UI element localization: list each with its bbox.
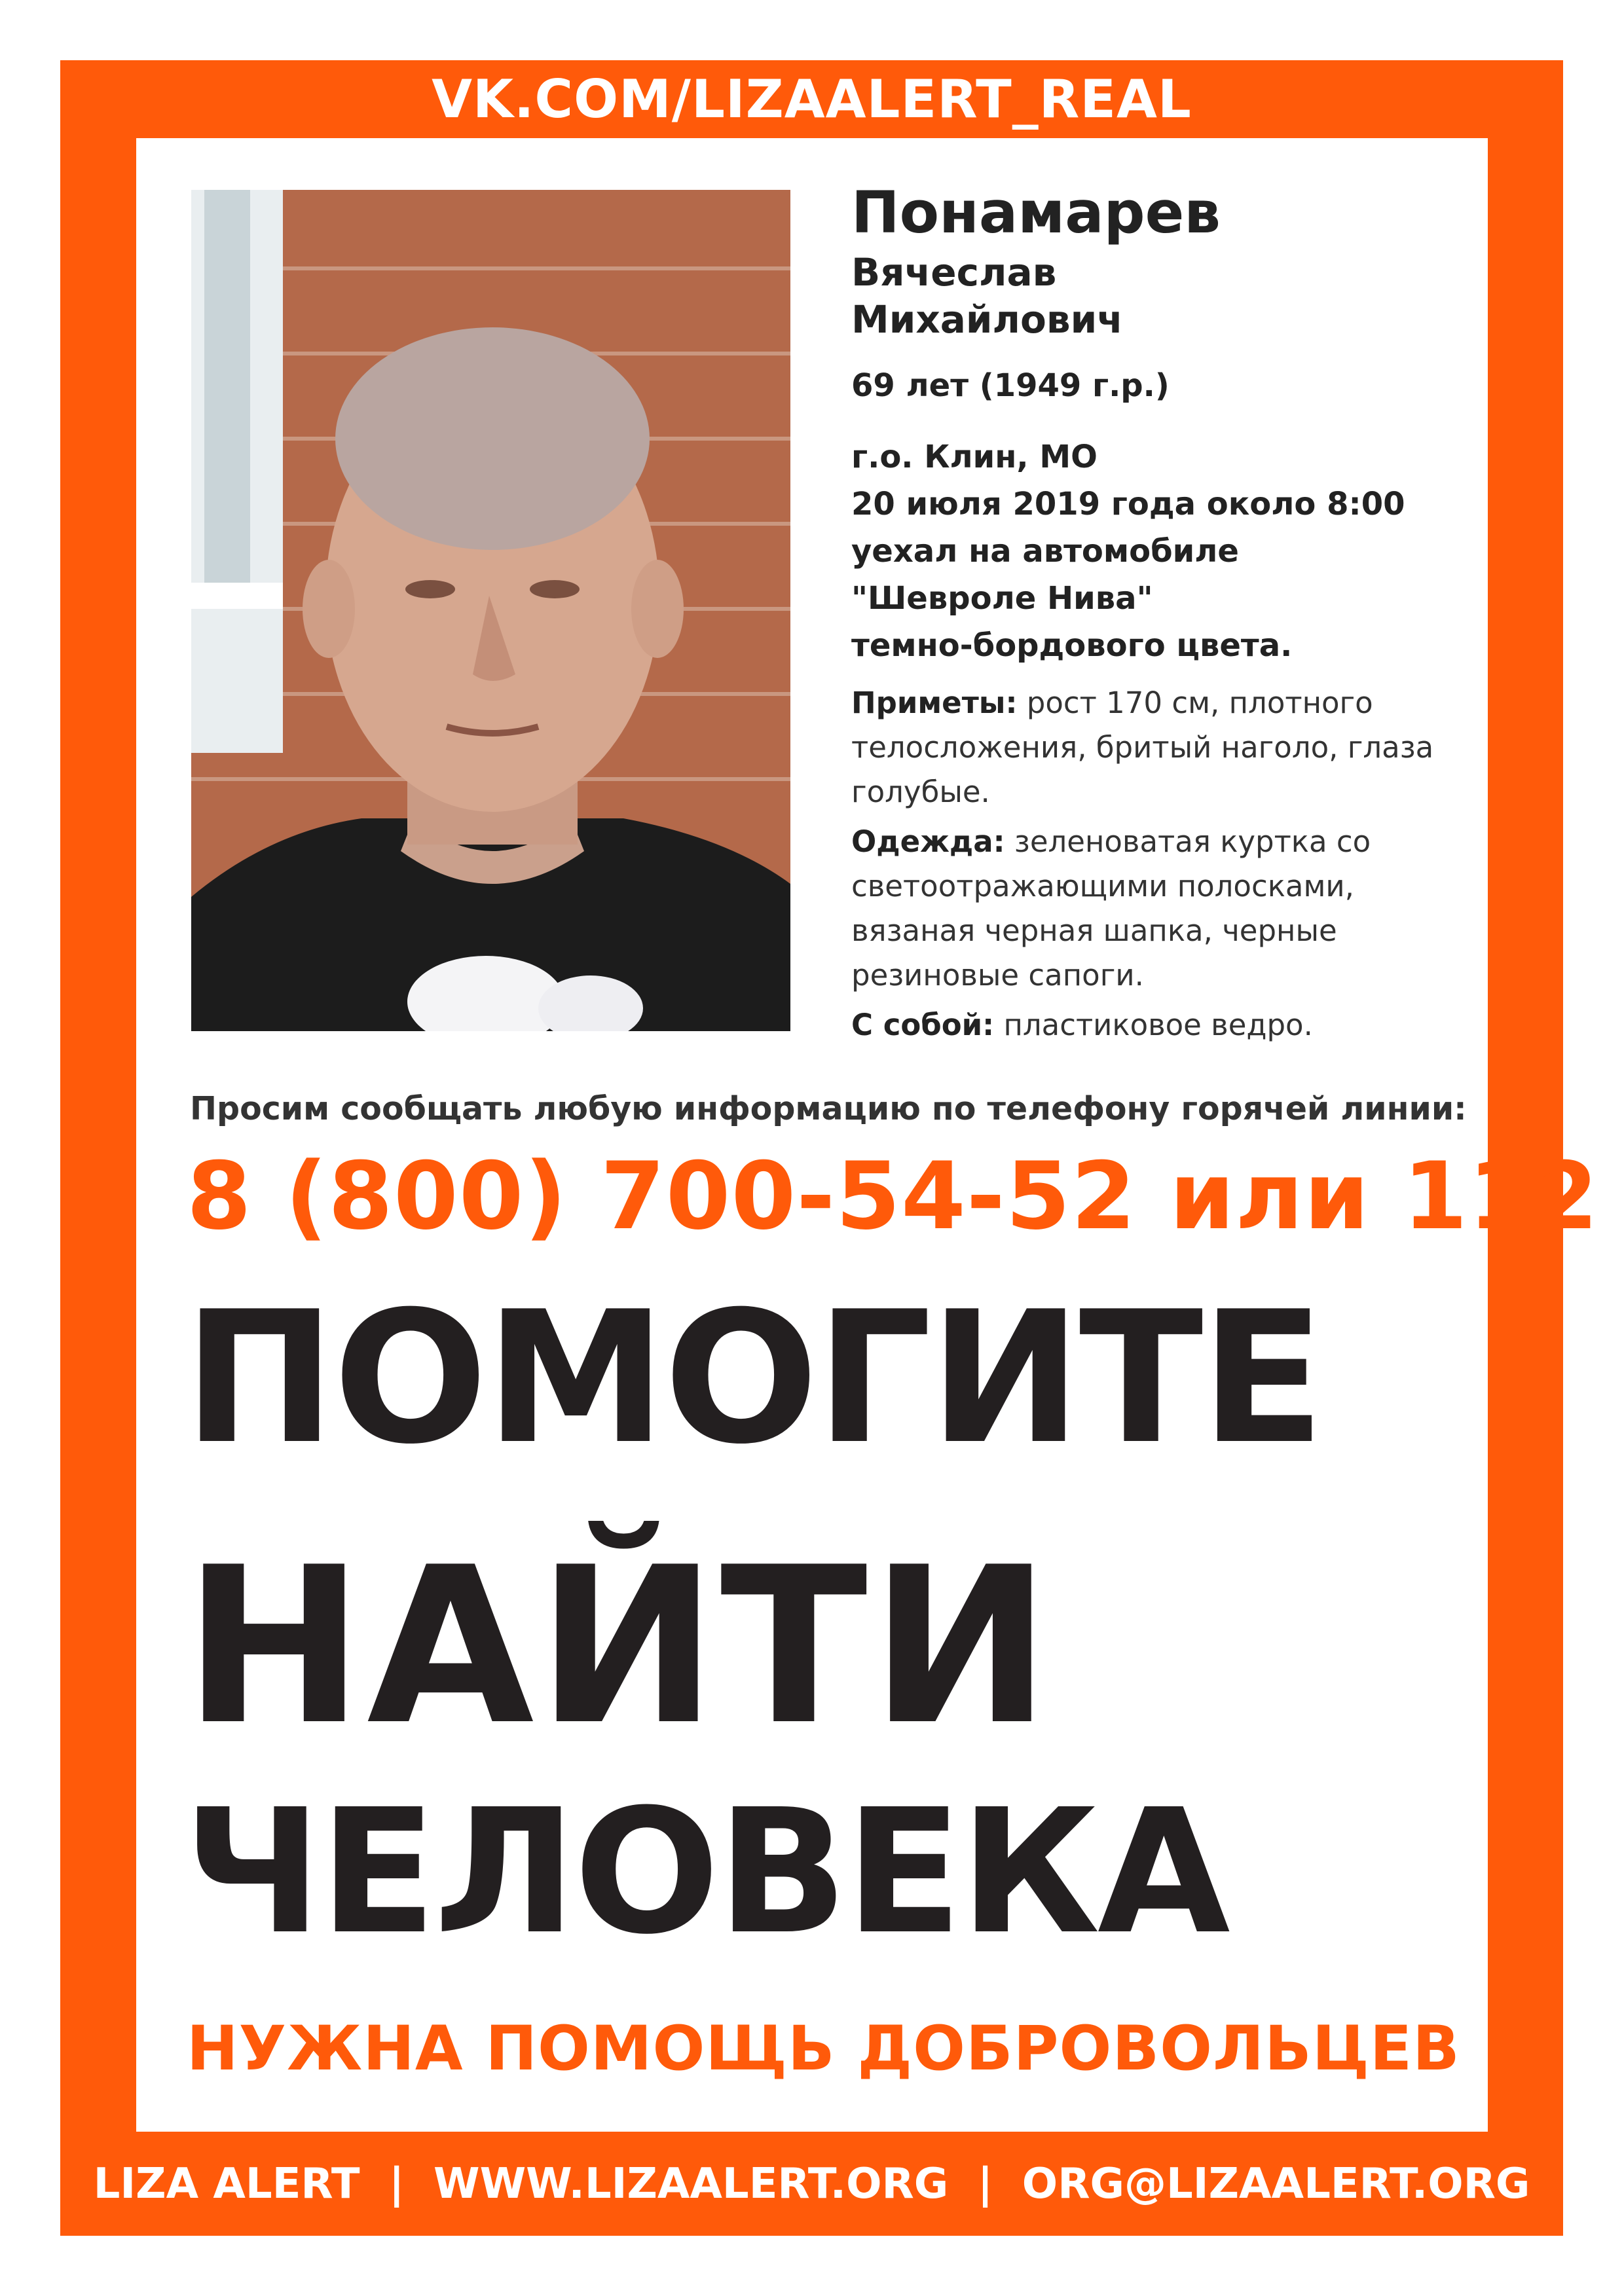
header-url[interactable]: VK.COM/LIZAALERT_REAL (432, 69, 1192, 130)
footer-separator: | (948, 2159, 1022, 2208)
person-first-name: Вячеслав (851, 250, 1057, 295)
signs-label: Приметы: (851, 685, 1018, 720)
headline-help: ПОМОГИТЕ (183, 1272, 1323, 1484)
footer-email-link[interactable]: ORG@LIZAALERT.ORG (1022, 2159, 1530, 2208)
hotline-request: Просим сообщать любую информацию по телефону горячей линии: (190, 1090, 1467, 1127)
circumstance-line: уехал на автомобиле (851, 533, 1239, 570)
belongings-paragraph (851, 1003, 1480, 1048)
person-patronymic: Михайлович (851, 297, 1124, 342)
signs-text: рост 170 см, плотного телосложения, бритый наголо, глаза голубые. (851, 685, 1434, 809)
headline-person: ЧЕЛОВЕКА (183, 1772, 1228, 1972)
belongings-label: С собой: (851, 1008, 995, 1042)
person-location: г.о. Клин, МО (851, 439, 1098, 475)
signs-paragraph (851, 681, 1480, 814)
headline-find: НАЙТИ (183, 1521, 1054, 1772)
clothes-label: Одежда: (851, 824, 1005, 859)
circumstance-line: "Шевроле Нива" (851, 580, 1153, 617)
clothes-paragraph (851, 820, 1480, 998)
belongings-text: пластиковое ведро. (994, 1008, 1313, 1042)
missing-person-photo (191, 190, 790, 1031)
volunteers-needed: НУЖНА ПОМОЩЬ ДОБРОВОЛЬЦЕВ (187, 2013, 1460, 2085)
footer-separator: | (360, 2159, 434, 2208)
circumstance-line: темно-бордового цвета. (851, 627, 1293, 664)
person-age: 69 лет (1949 г.р.) (851, 367, 1170, 404)
hotline-phone[interactable]: 8 (800) 700-54-52 или 112 (187, 1142, 1599, 1250)
person-surname: Понамарев (851, 179, 1221, 246)
portrait-illustration (191, 190, 790, 1031)
footer-brand: LIZA ALERT (93, 2159, 360, 2208)
clothes-text: зеленоватая куртка со светоотражающими полосками, вязаная черная шапка, черные резиновые сапоги. (851, 824, 1371, 993)
circumstance-line: 20 июля 2019 года около 8:00 (851, 486, 1405, 522)
person-info (851, 177, 1480, 1048)
footer-bar (60, 2132, 1563, 2236)
footer-site-link[interactable]: WWW.LIZAALERT.ORG (433, 2159, 949, 2208)
